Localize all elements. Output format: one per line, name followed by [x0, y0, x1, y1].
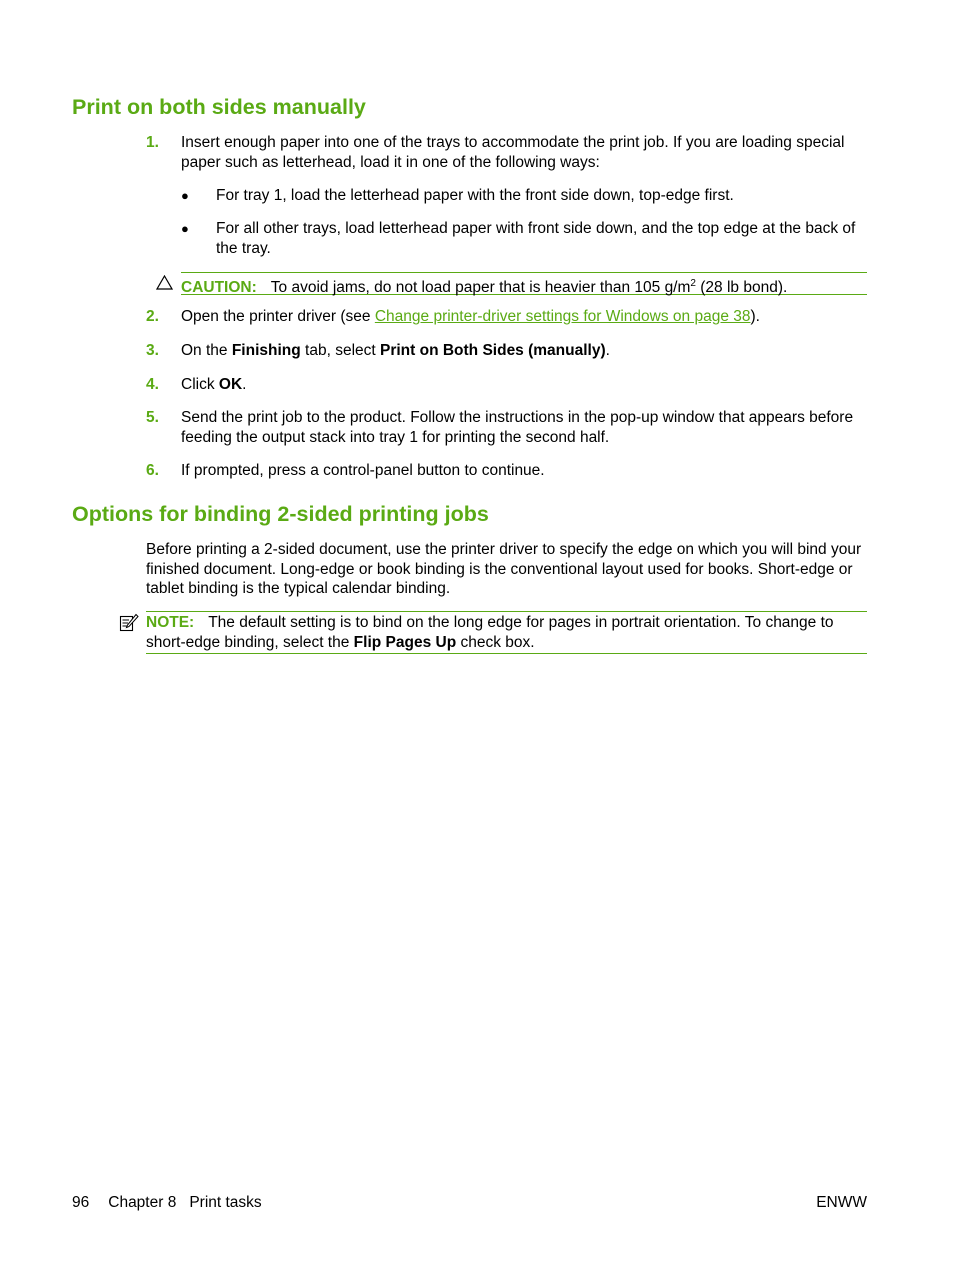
caution-triangle-icon	[156, 275, 173, 290]
note-text: The default setting is to bind on the long edge for pages in portrait orientation. To change to short-edge binding, select the	[146, 614, 834, 651]
ok-button-name: OK	[218, 376, 243, 393]
binding-paragraph: Before printing a 2-sided document, use the printer driver to specify the edge on which you will bind your finished document. Long-edge or book binding is the conventional layout used for books. Short-edge or tablet binding is the typical calendar binding.	[146, 541, 862, 597]
step-number: 6.	[146, 462, 159, 479]
printer-driver-settings-link[interactable]: Change printer-driver settings for Windows on page 38	[374, 308, 751, 325]
step-number: 2.	[146, 308, 159, 325]
step-text: If prompted, press a control-panel button to continue.	[181, 462, 545, 479]
step-text: Insert enough paper into one of the trays to accommodate the print job. If you are loading special paper such as letterhead, load it in one of the following ways:	[181, 134, 845, 171]
step-text-part: .	[605, 342, 610, 359]
finishing-tab-name: Finishing	[231, 342, 301, 359]
section-title-binding-options: Options for binding 2-sided printing jobs	[72, 502, 489, 526]
step-text-part: Open the printer driver (see	[181, 308, 375, 325]
step-number: 5.	[146, 409, 159, 426]
section-title-print-both-sides: Print on both sides manually	[72, 95, 366, 119]
chapter-label: Chapter 8	[108, 1194, 177, 1211]
note-text-end: check box.	[456, 633, 535, 651]
step-text	[181, 375, 868, 395]
note-pencil-icon	[119, 613, 139, 633]
bullet-dot-icon: ●	[181, 221, 189, 236]
step-text-part: On the	[181, 342, 232, 359]
bullet-dot-icon: ●	[181, 188, 189, 203]
footer-left	[72, 1193, 262, 1212]
step-text: Send the print job to the product. Follow the instructions in the pop-up window that appears before feeding the output stack into tray 1 for printing the second half.	[181, 409, 854, 446]
bullet-text: For tray 1, load the letterhead paper with the front side down, top-edge first.	[216, 187, 734, 204]
step-text-part: Click	[181, 376, 219, 393]
page-number: 96	[72, 1194, 90, 1211]
flip-pages-up-option: Flip Pages Up	[353, 633, 457, 651]
note-callout	[146, 611, 867, 654]
step-text-part: .	[242, 376, 247, 393]
chapter-title: Print tasks	[189, 1194, 262, 1211]
step-text-part: ).	[750, 308, 760, 325]
caution-callout	[181, 272, 867, 295]
caution-label: CAUTION:	[181, 279, 257, 297]
note-label: NOTE:	[146, 614, 195, 631]
step-text-part: tab, select	[300, 342, 380, 359]
option-name: Print on Both Sides (manually)	[380, 342, 606, 359]
caution-superscript: 2	[690, 278, 696, 289]
footer-right: ENWW	[816, 1194, 867, 1211]
caution-text: To avoid jams, do not load paper that is heavier than 105 g/m	[270, 279, 691, 297]
step-text	[181, 307, 868, 327]
step-number: 4.	[146, 376, 159, 393]
step-number: 3.	[146, 342, 159, 359]
caution-text-end: (28 lb bond).	[695, 279, 788, 297]
step-number: 1.	[146, 134, 159, 151]
bullet-text: For all other trays, load letterhead paper with front side down, and the top edge at the back of the tray.	[216, 220, 856, 257]
step-text	[181, 341, 868, 361]
